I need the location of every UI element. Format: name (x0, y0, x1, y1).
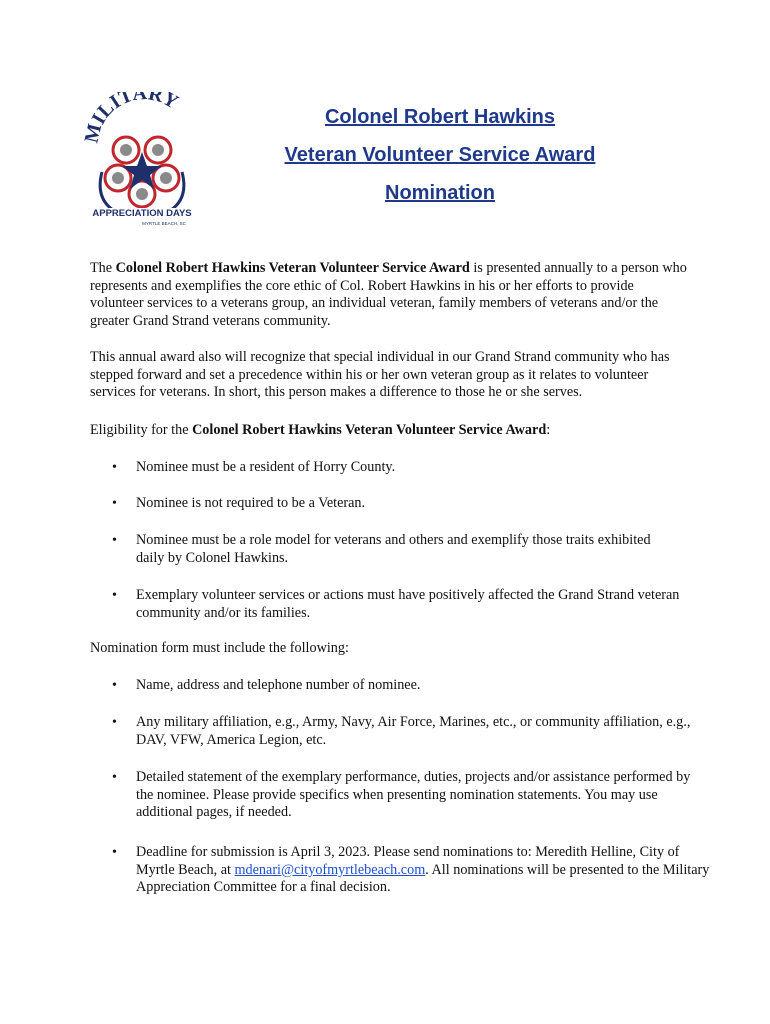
eligibility-suffix: : (546, 422, 551, 438)
form-heading: Nomination form must include the following: (90, 640, 349, 656)
eligibility-item: • Nominee must be a resident of Horry County. (90, 459, 696, 477)
deadline-prefix: Deadline for submission is April 3, 2023. Please send nominations to: Meredith Helline, City of Myrtle Beach, at (136, 844, 680, 878)
intro-p1-rest: is presented annually to a person who represents and exemplifies the core ethic of Col. Robert Hawkins in his or her efforts to provide volunteer services to a veterans group, an individual veteran, family members of veterans and/or the greater Grand Strand veterans community. (90, 260, 687, 330)
svg-text:MILITARY (84, 92, 182, 145)
title-line-3: Nomination (385, 182, 495, 204)
form-item: • Detailed statement of the exemplary performance, duties, projects and/or assistance performed by the nominee. Please provide specifics when presenting nomination statements. You may use additional pages, if needed. (90, 769, 696, 822)
logo-sub-text: MYRTLE BEACH, SC (142, 221, 186, 226)
eligibility-prefix: Eligibility for the (90, 422, 193, 438)
logo-arc-text: ILITARY (87, 92, 183, 129)
eligibility-item: • Exemplary volunteer services or actions must have positively affected the Grand Strand veteran community and/or its families. (90, 587, 716, 622)
intro-paragraph-2: This annual award also will recognize that special individual in our Grand Strand community who has stepped forward and set a precedence within his or her own veteran group as it relates to volunteer services for veterans. In short, this person makes a difference to those he or she serves. (90, 349, 670, 401)
eligibility-item: • Nominee must be a role model for veterans and others and exemplify those traits exhibited daily by Colonel Hawkins. (90, 532, 666, 567)
title-line-2: Veteran Volunteer Service Award (284, 144, 596, 166)
deadline-suffix: . All nominations will be presented to the Military Appreciation Committee for a final decision. (136, 861, 710, 896)
logo-emblem-icon (84, 92, 200, 228)
military-appreciation-days-logo (84, 92, 200, 228)
intro-paragraph-1 (90, 260, 690, 331)
intro-p1-prefix: The (90, 260, 116, 276)
form-item-deadline (90, 844, 716, 897)
eligibility-item: • Nominee is not required to be a Veteran. (90, 495, 696, 513)
form-item: • Any military affiliation, e.g., Army, Navy, Air Force, Marines, etc., or community affiliation, e.g., DAV, VFW, America Legion, etc. (90, 714, 696, 749)
eligibility-heading (90, 422, 690, 440)
eligibility-award-bold: Colonel Robert Hawkins Veteran Volunteer Service Award (192, 422, 547, 438)
award-name-bold: Colonel Robert Hawkins Veteran Volunteer Service Award (115, 260, 470, 276)
nomination-email-link[interactable]: mdenari@cityofmyrtlebeach.com (234, 861, 426, 878)
form-item: • Name, address and telephone number of nominee. (90, 677, 696, 695)
title-line-1: Colonel Robert Hawkins (324, 106, 556, 128)
logo-bottom-text: APPRECIATION DAYS (92, 208, 192, 219)
